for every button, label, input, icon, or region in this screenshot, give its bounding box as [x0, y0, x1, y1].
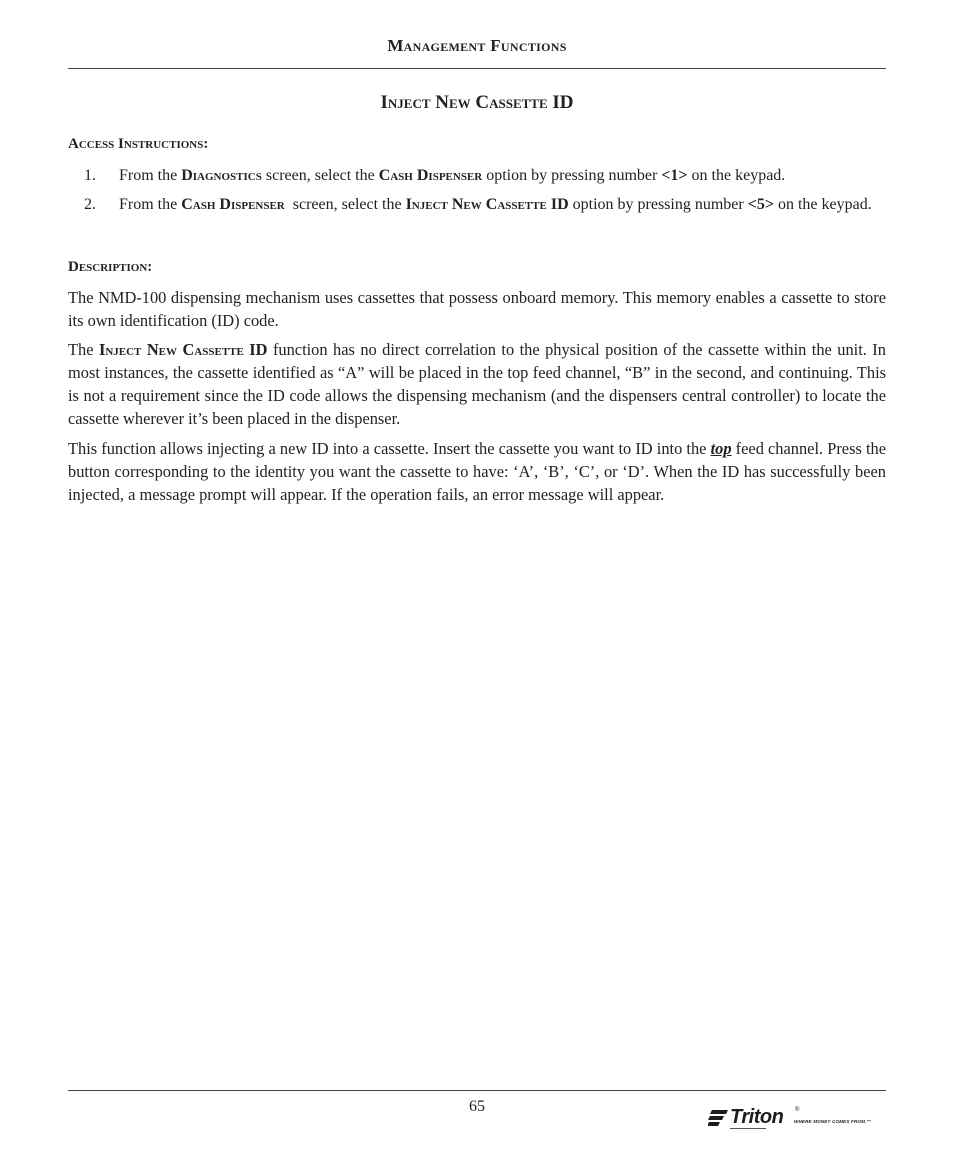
step-text-part: on the keypad.	[687, 167, 786, 184]
access-instructions-heading: Access Instructions:	[68, 136, 209, 152]
step-text	[119, 164, 886, 187]
paragraph-text-part: function has no direct correlation to the physical position of the cassette within the unit. In most instances, the cassette identified as “A” will be placed in the top feed channel, “B” in the second, and continuing. This is not a requirement since the ID code allows the dispensing mechanism (and the dispensers central controller) to locate the cassette wherever it’s been placed in the dispenser.	[68, 340, 886, 428]
step-text-part: From the	[119, 167, 182, 184]
description-paragraph-1: The NMD-100 dispensing mechanism uses cassettes that possess onboard memory. This memory enables a cassette to store its own identification (ID) code.	[68, 288, 886, 330]
instruction-step-1	[68, 164, 886, 187]
logo-registered-mark: ®	[795, 1107, 800, 1113]
menu-term-cash-dispenser: Cash Dispenser	[181, 196, 285, 213]
logo-brand-name: Triton	[730, 1106, 784, 1128]
running-header: Management Functions	[387, 36, 567, 55]
description-paragraph-2	[68, 338, 886, 430]
menu-term-diagnostics: Diagnostics	[181, 167, 262, 184]
key-number: <1>	[661, 167, 688, 184]
instruction-step-2	[68, 193, 886, 216]
triton-logo-icon	[708, 1110, 728, 1126]
section-title: Inject New Cassette ID	[380, 92, 574, 113]
step-text	[119, 193, 886, 216]
triton-logo	[708, 1106, 878, 1132]
key-number: <5>	[747, 196, 774, 213]
footer-divider	[68, 1090, 886, 1091]
step-text-part: option by pressing number	[568, 196, 748, 213]
paragraph-text-part: This function allows injecting a new ID into a cassette. Insert the cassette you want to ID into the	[68, 439, 711, 458]
step-text-part: on the keypad.	[773, 196, 872, 213]
logo-underline	[730, 1128, 766, 1132]
description-heading: Description:	[68, 259, 153, 275]
paragraph-text-part: The	[68, 340, 99, 359]
menu-term-id: ID	[243, 340, 268, 359]
step-text-part: screen, select the	[261, 167, 379, 184]
logo-tagline: WHERE MONEY COMES FROM.™	[794, 1119, 872, 1124]
paragraph-text-part: feed channel. Press the button corresponding to the identity you want the cassette to have: ‘A’, ‘B’, ‘C’, or ‘D’. When the ID has successfully been injected, a message prompt will appear. If the operation fails, an error message will appear.	[68, 439, 886, 504]
menu-term-inject-new-cassette: Inject New Cassette	[405, 196, 547, 213]
step-text-part: option by pressing number	[482, 167, 662, 184]
page-number: 65	[469, 1098, 485, 1115]
step-text-part: screen, select the	[284, 196, 406, 213]
menu-term-id: ID	[546, 196, 569, 213]
step-number: 2.	[84, 196, 96, 213]
emphasis-top: top	[710, 439, 732, 458]
description-paragraph-3	[68, 437, 886, 506]
step-text-part: From the	[119, 196, 182, 213]
header-divider	[68, 68, 886, 69]
menu-term-inject-new-cassette: Inject New Cassette	[98, 340, 244, 359]
step-number: 1.	[84, 167, 96, 184]
menu-term-cash-dispenser: Cash Dispenser	[378, 167, 483, 184]
